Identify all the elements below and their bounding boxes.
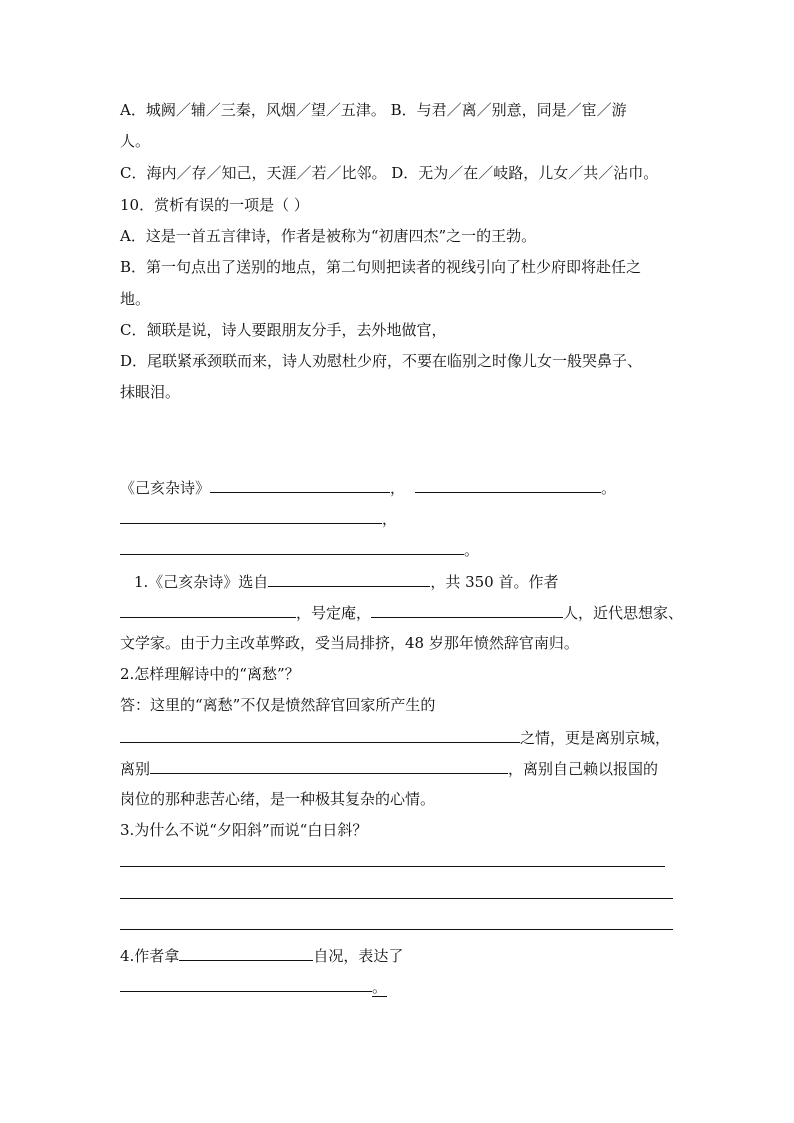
- poem-blank-3[interactable]: [120, 508, 382, 524]
- q4-blank-1[interactable]: [179, 945, 313, 961]
- q2-answer-line-2: [120, 727, 670, 748]
- q2-stem: 2.怎样理解诗中的“离愁”？: [120, 665, 300, 683]
- q10-option-b-line-1: B．第一句点出了送别的地点，第二句则把读者的视线引向了杜少府即将赴任之: [120, 258, 642, 276]
- q4-line-2: [120, 976, 387, 997]
- q3-stem: 3.为什么不说“夕阳斜”而说“白日斜？: [120, 821, 368, 839]
- q10-option-d-line-2: 抹眼泪。: [120, 383, 181, 401]
- poem-line-3: [120, 539, 479, 560]
- q1-blank-origin[interactable]: [371, 602, 563, 618]
- poem-line-1: [120, 477, 616, 498]
- q3-answer-line-2[interactable]: [120, 898, 673, 899]
- q10-option-a: A．这是一首五言律诗，作者是被称为“初唐四杰”之一的王勃。: [120, 227, 537, 245]
- q2-text-mid: 之情，更是离别京城，: [520, 729, 671, 747]
- q1-line-1: [134, 571, 558, 592]
- q2-text-post: ，离别自己赖以报国的: [508, 760, 659, 778]
- q2-answer-line-3: [120, 758, 658, 779]
- q3-answer-line-3[interactable]: [120, 929, 673, 930]
- q1-text-3: ，号定庵，: [296, 604, 372, 622]
- poem-period: 。: [601, 479, 617, 497]
- poem-comma: ，: [390, 479, 406, 497]
- q10-option-b-line-2: 地。: [120, 290, 151, 308]
- q2-blank-2[interactable]: [150, 758, 508, 774]
- poem-line-2: [120, 508, 397, 529]
- q9-options-line-2: 人。: [120, 132, 151, 150]
- q10-option-c: C．颔联是说，诗人要跟朋友分手，去外地做官，: [120, 321, 447, 339]
- q2-blank-1[interactable]: [120, 727, 520, 743]
- q1-line-2: [120, 602, 683, 623]
- q1-text-1: 1.《己亥杂诗》选自: [134, 573, 269, 591]
- q10-option-d-line-1: D．尾联紧承颈联而来，诗人劝慰杜少府，不要在临别之时像儿女一般哭鼻子、: [120, 352, 643, 370]
- q10-stem: 10．赏析有误的一项是（ ）: [120, 196, 309, 214]
- q2-answer-line-1: 答：这里的“离愁”不仅是愤然辞官回家所产生的: [120, 696, 436, 714]
- q1-line-3: 文学家。由于力主改革弊政，受当局排挤，48 岁那年愤然辞官南归。: [120, 634, 579, 652]
- q3-answer-line-1[interactable]: [120, 866, 665, 867]
- q1-blank-author[interactable]: [120, 602, 296, 618]
- poem-blank-2[interactable]: [415, 477, 601, 493]
- q1-blank-source[interactable]: [268, 571, 430, 587]
- poem-blank-4[interactable]: [120, 539, 464, 555]
- q2-text-pre: 离别: [120, 760, 151, 778]
- q2-answer-line-4: 岗位的那种悲苦心绪，是一种极其复杂的心情。: [120, 790, 436, 808]
- q4-blank-2[interactable]: [120, 976, 372, 992]
- poem-period-2: 。: [464, 541, 480, 559]
- q4-line-1: [120, 945, 403, 966]
- poem-comma-2: ，: [382, 510, 398, 528]
- q9-options-line-1: A．城阙／辅／三秦，风烟／望／五津。 B．与君／离／别意，同是／宦／游: [120, 101, 627, 119]
- q4-text-end: 。: [372, 978, 388, 996]
- q9-options-line-3: C．海内／存／知己，天涯／若／比邻。 D．无为／在／岐路，儿女／共／沾巾。: [120, 164, 659, 182]
- poem-title: 《己亥杂诗》: [120, 479, 211, 497]
- q4-text-mid: 自况，表达了: [313, 947, 404, 965]
- q1-text-4: 人，近代思想家、: [563, 604, 684, 622]
- q1-text-2: ，共 350 首。作者: [430, 573, 559, 591]
- q4-text-pre: 4.作者拿: [120, 947, 180, 965]
- poem-blank-1[interactable]: [210, 477, 390, 493]
